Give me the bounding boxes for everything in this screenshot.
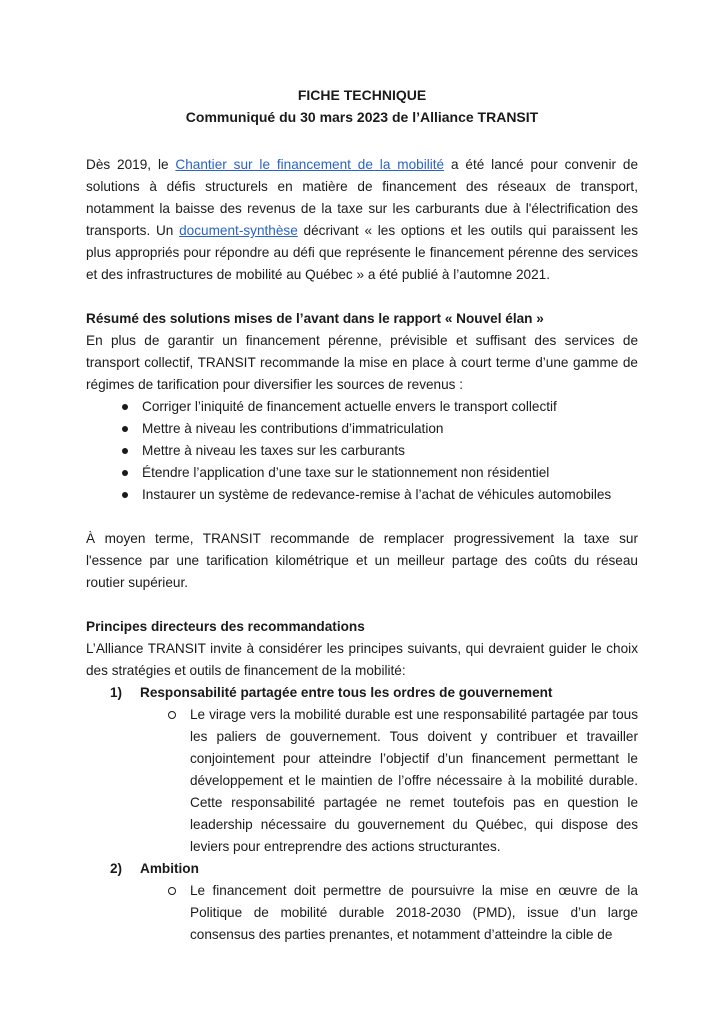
document-page (86, 84, 638, 946)
list-item-text: Instaurer un système de redevance-remise à l’achat de véhicules automobiles (142, 487, 612, 502)
list-item-text: Corriger l’iniquité de financement actuelle envers le transport collectif (142, 399, 557, 414)
principle-text: Le virage vers la mobilité durable est une responsabilité partagée par tous les paliers de gouvernement. Tous doivent y contribuer et travailler conjointement pour atteindre l’objectif d’un financement permettant le développement et le maintien de l’offre nécessaire à la mobilité durable. Cette responsabilité partagée ne remet toutefois pas en question le leadership nécessaire du gouvernement du Québec, qui dispose des leviers pour entreprendre des actions structurantes. (190, 707, 638, 854)
intro-text-2: a été lancé pour convenir de solutions à défis structurels en matière de financement des réseaux de transport, notamment la baisse des revenus de la taxe sur les carburants due à l'électrification des transports. Un (86, 157, 638, 238)
principle-item (110, 682, 638, 858)
principles-list (86, 682, 638, 946)
list-item (122, 462, 638, 484)
list-item-text: Étendre l’application d’une taxe sur le stationnement non résidentiel (142, 465, 550, 480)
chantier-link[interactable]: Chantier sur le financement de la mobilité (175, 157, 445, 172)
document-title: FICHE TECHNIQUE (297, 87, 427, 103)
list-item (122, 440, 638, 462)
principle-number: 2) (110, 861, 123, 876)
principle-sublist (110, 704, 638, 858)
summary-intro: En plus de garantir un financement pérenne, prévisible et suffisant des services de transport collectif, TRANSIT recommande la mise en place à court terme d’une gamme de régimes de tarification pour diversifier les sources de revenus : (86, 333, 638, 392)
principle-text-item (168, 704, 638, 858)
list-item-text: Mettre à niveau les taxes sur les carburants (142, 443, 405, 458)
bullet-icon (122, 426, 128, 432)
intro-paragraph (86, 154, 638, 286)
principle-number: 1) (110, 685, 123, 700)
circle-bullet-icon (168, 887, 176, 895)
medium-term-paragraph: À moyen terme, TRANSIT recommande de remplacer progressivement la taxe sur l'essence par une tarification kilométrique et un meilleur partage des coûts du réseau routier supérieur. (86, 531, 638, 590)
circle-bullet-icon (168, 711, 176, 719)
bullet-icon (122, 492, 128, 498)
list-item-text: Mettre à niveau les contributions d’immatriculation (142, 421, 444, 436)
list-item (122, 418, 638, 440)
bullet-icon (122, 404, 128, 410)
intro-text-1: Dès 2019, le (86, 157, 176, 172)
principle-title: Responsabilité partagée entre tous les ordres de gouvernement (140, 685, 553, 700)
list-item (122, 396, 638, 418)
principle-heading (110, 858, 638, 880)
principle-text-item (168, 880, 638, 946)
principle-sublist (110, 880, 638, 946)
principle-title: Ambition (140, 861, 199, 876)
list-item (122, 484, 638, 506)
document-synthese-link[interactable]: document-synthèse (179, 223, 298, 238)
intro-text-3: décrivant « les options et les outils qui paraissent les plus appropriés pour répondre au défi que représente le financement pérenne des services et des infrastructures de mobilité au Québec » a été publié à l’automne 2021. (86, 223, 638, 282)
summary-heading: Résumé des solutions mises de l’avant dans le rapport « Nouvel élan » (86, 311, 544, 326)
principles-heading: Principes directeurs des recommandations (86, 619, 365, 634)
bullet-icon (122, 470, 128, 476)
principles-intro: L’Alliance TRANSIT invite à considérer les principes suivants, qui devraient guider le choix des stratégies et outils de financement de la mobilité: (86, 641, 638, 678)
principle-item (110, 858, 638, 946)
bullet-icon (122, 448, 128, 454)
principle-heading (110, 682, 638, 704)
solutions-list (86, 396, 638, 506)
document-subtitle: Communiqué du 30 mars 2023 de l’Alliance TRANSIT (185, 109, 539, 125)
principle-text: Le financement doit permettre de poursuivre la mise en œuvre de la Politique de mobilité durable 2018-2030 (PMD), issue d’un large consensus des parties prenantes, et notamment d’atteindre la cible de (190, 883, 638, 942)
